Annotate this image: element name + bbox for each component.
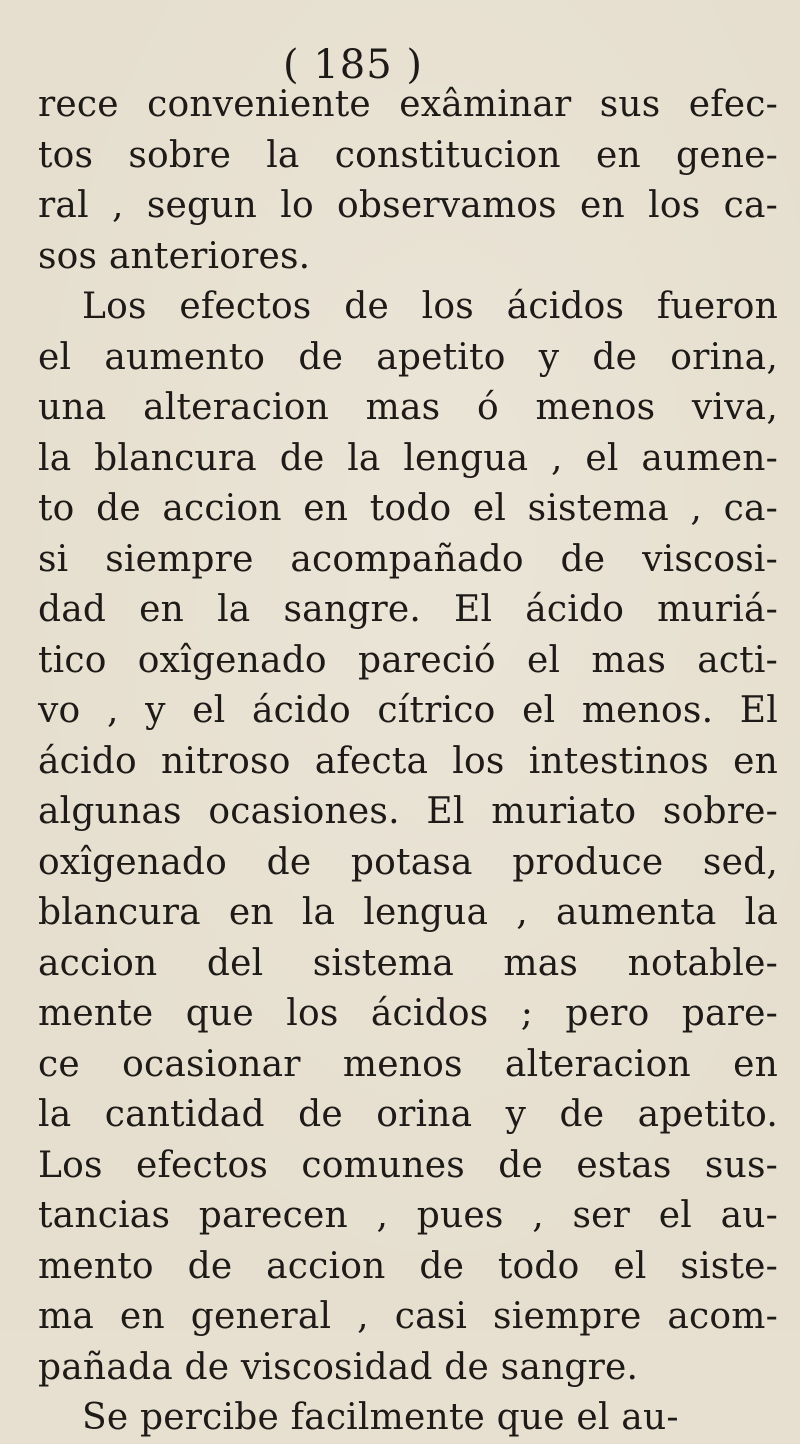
text-line: Los efectos de los ácidos fueron (82, 286, 778, 327)
text-line: una alteracion mas ó menos viva, (38, 387, 778, 428)
text-line: la blancura de la lengua , el aumen- (38, 437, 778, 479)
text-line: si siempre acompañado de viscosi- (38, 538, 778, 580)
text-line: dad en la sangre. El ácido muriá- (38, 589, 778, 630)
text-line: tos sobre la constitucion en gene- (38, 134, 778, 176)
text-line: Se percibe facilmente que el au- (82, 1397, 679, 1438)
text-line: tico oxîgenado pareció el mas acti- (38, 639, 778, 681)
text-line: Los efectos comunes de estas sus- (38, 1144, 778, 1186)
text-line: sos anteriores. (38, 235, 311, 277)
text-line: ma en general , casi siempre acom- (38, 1296, 778, 1337)
body-text (38, 80, 778, 1444)
text-line: el aumento de apetito y de orina, (38, 336, 778, 378)
text-line: mente que los ácidos ; pero pare- (38, 993, 778, 1034)
text-line: ce ocasionar menos alteracion en (38, 1043, 778, 1085)
page-number: ( 185 ) (283, 42, 423, 88)
text-line: accion del sistema mas notable- (38, 942, 778, 984)
text-line: rece conveniente exâminar sus efec- (38, 84, 778, 125)
text-line: blancura en la lengua , aumenta la (38, 892, 778, 933)
text-line: tancias parecen , pues , ser el au- (38, 1195, 778, 1236)
text-line: ral , segun lo observamos en los ca- (38, 185, 778, 226)
text-line: la cantidad de orina y de apetito. (38, 1094, 778, 1135)
text-line: pañada de viscosidad de sangre. (38, 1346, 639, 1388)
text-line: vo , y el ácido cítrico el menos. El (38, 690, 778, 731)
text-line: mento de accion de todo el siste- (38, 1245, 778, 1287)
text-line: to de accion en todo el sistema , ca- (38, 488, 778, 529)
text-line: algunas ocasiones. El muriato sobre- (38, 791, 778, 832)
text-line: oxîgenado de potasa produce sed, (38, 841, 778, 883)
text-line: ácido nitroso afecta los intestinos en (38, 740, 778, 782)
